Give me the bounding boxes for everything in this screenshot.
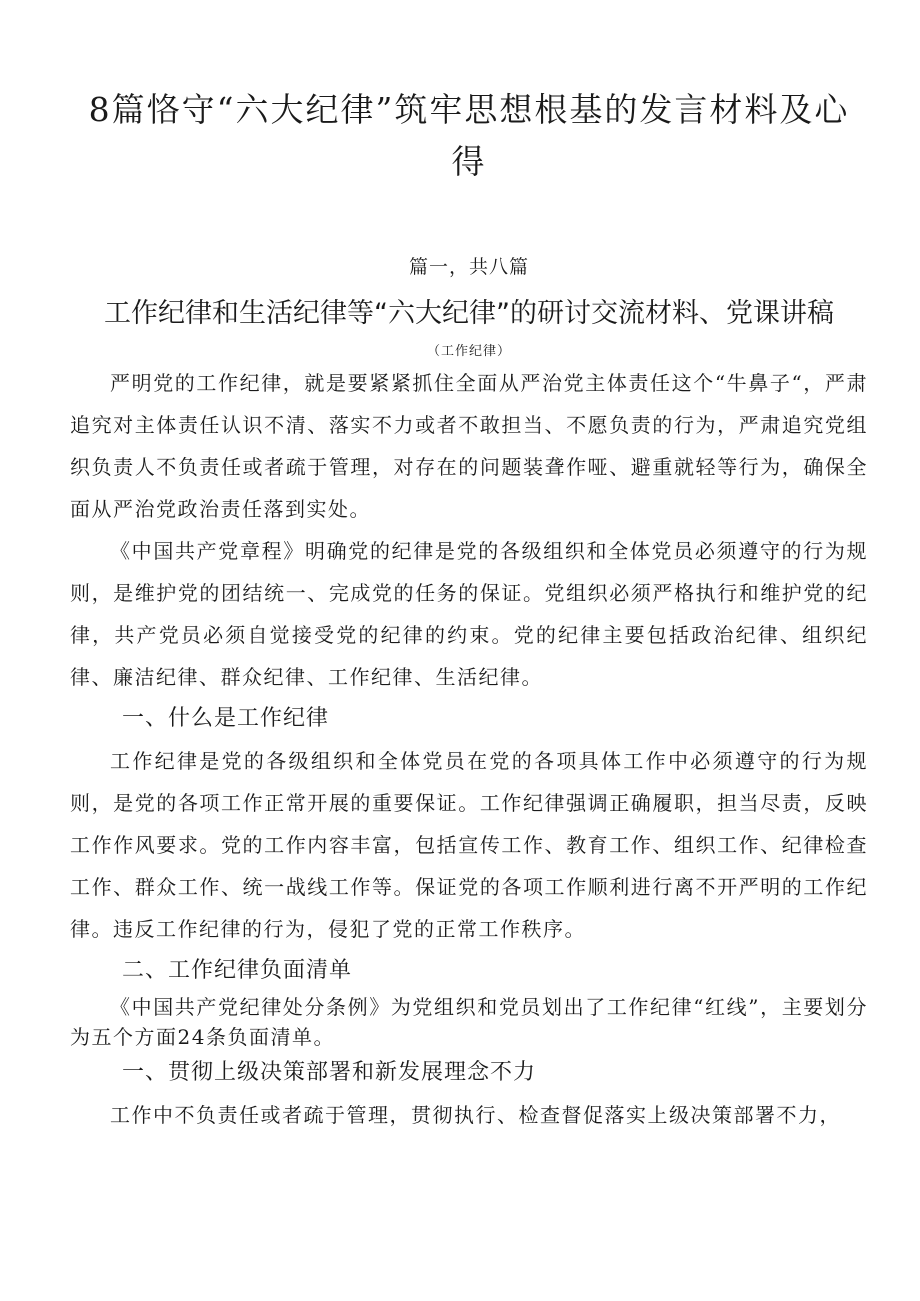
- body-paragraph-3: 工作纪律是党的各级组织和全体党员在党的各项具体工作中必须遵守的行为规则，是党的各项工作正常开展的重要保证。工作纪律强调正确履职，担当尽责，反映工作作风要求。党的工作内容丰富，包括宣传工作、教育工作、组织工作、纪律检查工作、群众工作、统一战线工作等。保证党的各项工作顺利进行离不开严明的工作纪律。违反工作纪律的行为，侵犯了党的正常工作秩序。: [70, 749, 868, 941]
- heading-negative-list: 二、工作纪律负面清单: [122, 958, 353, 983]
- heading-what-is-work-discipline: 一、什么是工作纪律: [122, 706, 330, 731]
- section-title: 工作纪律和生活纪律等“六大纪律”的研讨交流材料、党课讲稿: [104, 298, 834, 329]
- body-paragraph-1: 严明党的工作纪律，就是要紧紧抓住全面从严治党主体责任这个“牛鼻子“，严肃追究对主体责任认识不清、落实不力或者不敢担当、不愿负责的行为，严肃追究党组织负责人不负责任或者疏于管理，对存在的问题装聋作哑、避重就轻等行为，确保全面从严治党政治责任落到实处。: [70, 371, 868, 521]
- section-label: 篇一，共八篇: [408, 256, 529, 278]
- heading-implementation-failure: 一、贯彻上级决策部署和新发展理念不力: [122, 1060, 537, 1085]
- body-paragraph-2: 《中国共产党章程》明确党的纪律是党的各级组织和全体党员必须遵守的行为规则，是维护党的团结统一、完成党的任务的保证。党组织必须严格执行和维护党的纪律，共产党员必须自觉接受党的纪律的约束。党的纪律主要包括政治纪律、组织纪律、廉洁纪律、群众纪律、工作纪律、生活纪律。: [70, 539, 868, 689]
- body-paragraph-5: 工作中不负责任或者疏于管理，贯彻执行、检查督促落实上级决策部署不力，: [110, 1103, 841, 1127]
- document-title: 8篇恪守“六大纪律”筑牢思想根基的发言材料及心得: [88, 90, 850, 181]
- section-subtitle-note: （工作纪律）: [426, 344, 511, 359]
- body-paragraph-4: 《中国共产党纪律处分条例》为党组织和党员划出了工作纪律“红线”，主要划分为五个方面24条负面清单。: [70, 995, 868, 1049]
